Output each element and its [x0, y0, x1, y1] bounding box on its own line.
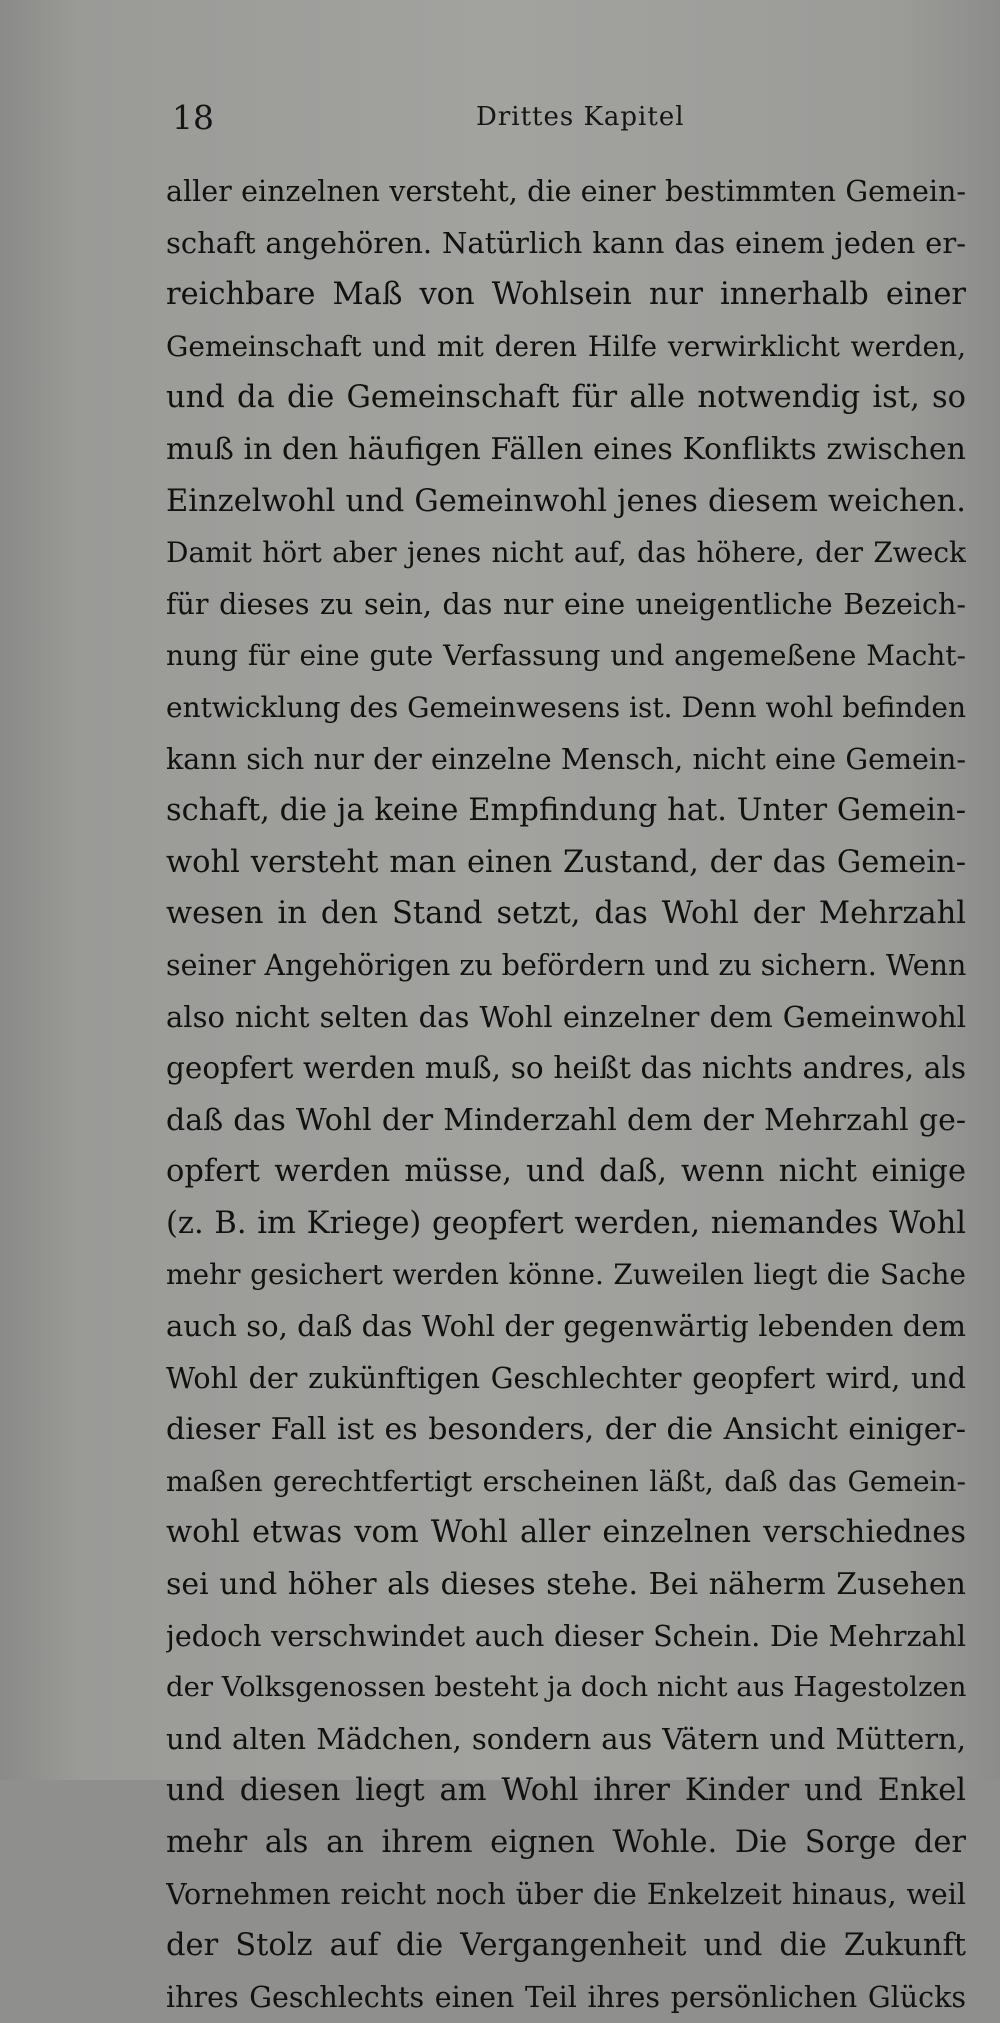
text-line: dieser Fall ist es besonders, der die Ansicht einiger- [166, 1412, 966, 1448]
text-line: geopfert werden muß, so heißt das nichts andres, als [166, 1051, 966, 1086]
text-line: seiner Angehörigen zu befördern und zu sichern. Wenn [166, 948, 966, 982]
text-line: der Stolz auf die Vergangenheit und die Zukunft [166, 1928, 966, 1964]
page-number: 18 [172, 98, 214, 137]
text-line: mehr als an ihrem eignen Wohle. Die Sorge der [166, 1825, 966, 1860]
text-line: mehr gesichert werden könne. Zuweilen liegt die Sache [166, 1258, 966, 1292]
body-text [166, 166, 966, 2023]
text-line: ihres Geschlechts einen Teil ihres persönlichen Glücks [166, 1980, 966, 2014]
text-line: kann sich nur der einzelne Mensch, nicht eine Gemein- [166, 742, 966, 776]
text-line: schaft angehören. Natürlich kann das einem jeden er- [166, 225, 966, 260]
text-line: und da die Gemeinschaft für alle notwendig ist, so [166, 380, 966, 416]
text-line: wohl versteht man einen Zustand, der das Gemein- [166, 844, 966, 880]
text-line: also nicht selten das Wohl einzelner dem Gemeinwohl [166, 999, 966, 1034]
page-header [172, 98, 972, 142]
text-line: schaft, die ja keine Empfindung hat. Unter Gemein- [166, 793, 966, 829]
text-line: daß das Wohl der Minderzahl dem der Mehrzahl ge- [166, 1102, 966, 1138]
text-line: wesen in den Stand setzt, das Wohl der Mehrzahl [166, 896, 966, 932]
text-line: Wohl der zukünftigen Geschlechter geopfert wird, und [166, 1361, 966, 1395]
text-line: jedoch verschwindet auch dieser Schein. Die Mehrzahl [166, 1619, 966, 1653]
text-line: Einzelwohl und Gemeinwohl jenes diesem weichen. [166, 483, 966, 519]
text-line: auch so, daß das Wohl der gegenwärtig lebenden dem [166, 1309, 966, 1344]
text-line: sei und höher als dieses stehe. Bei näherm Zusehen [166, 1567, 966, 1603]
running-head: Drittes Kapitel [476, 102, 685, 132]
text-line: Gemeinschaft und mit deren Hilfe verwirklicht werden, [166, 329, 966, 363]
text-line: maßen gerechtfertigt erscheinen läßt, daß das Gemein- [166, 1464, 966, 1498]
text-line: und diesen liegt am Wohl ihrer Kinder und Enkel [166, 1773, 966, 1809]
text-line: aller einzelnen versteht, die einer bestimmten Gemein- [166, 175, 966, 208]
text-line: wohl etwas vom Wohl aller einzelnen verschiednes [166, 1515, 966, 1551]
text-line: muß in den häufigen Fällen eines Konflikts zwischen [166, 431, 966, 467]
text-line: nung für eine gute Verfassung und angemeßene Macht- [166, 639, 966, 673]
text-line: entwicklung des Gemeinwesens ist. Denn wohl befinden [166, 690, 966, 724]
text-line: der Volksgenossen besteht ja doch nicht aus Hagestolzen [166, 1671, 966, 1704]
text-line: (z. B. im Kriege) geopfert werden, niemandes Wohl [166, 1205, 966, 1241]
text-line: Damit hört aber jenes nicht auf, das höhere, der Zweck [166, 536, 966, 570]
text-line: reichbare Maß von Wohlsein nur innerhalb einer [166, 277, 966, 313]
text-line: und alten Mädchen, sondern aus Vätern und Müttern, [166, 1721, 966, 1756]
text-line: für dieses zu sein, das nur eine uneigentliche Bezeich- [166, 587, 966, 621]
text-line: opfert werden müsse, und daß, wenn nicht einige [166, 1154, 966, 1190]
text-line: Vornehmen reicht noch über die Enkelzeit hinaus, weil [166, 1877, 966, 1911]
